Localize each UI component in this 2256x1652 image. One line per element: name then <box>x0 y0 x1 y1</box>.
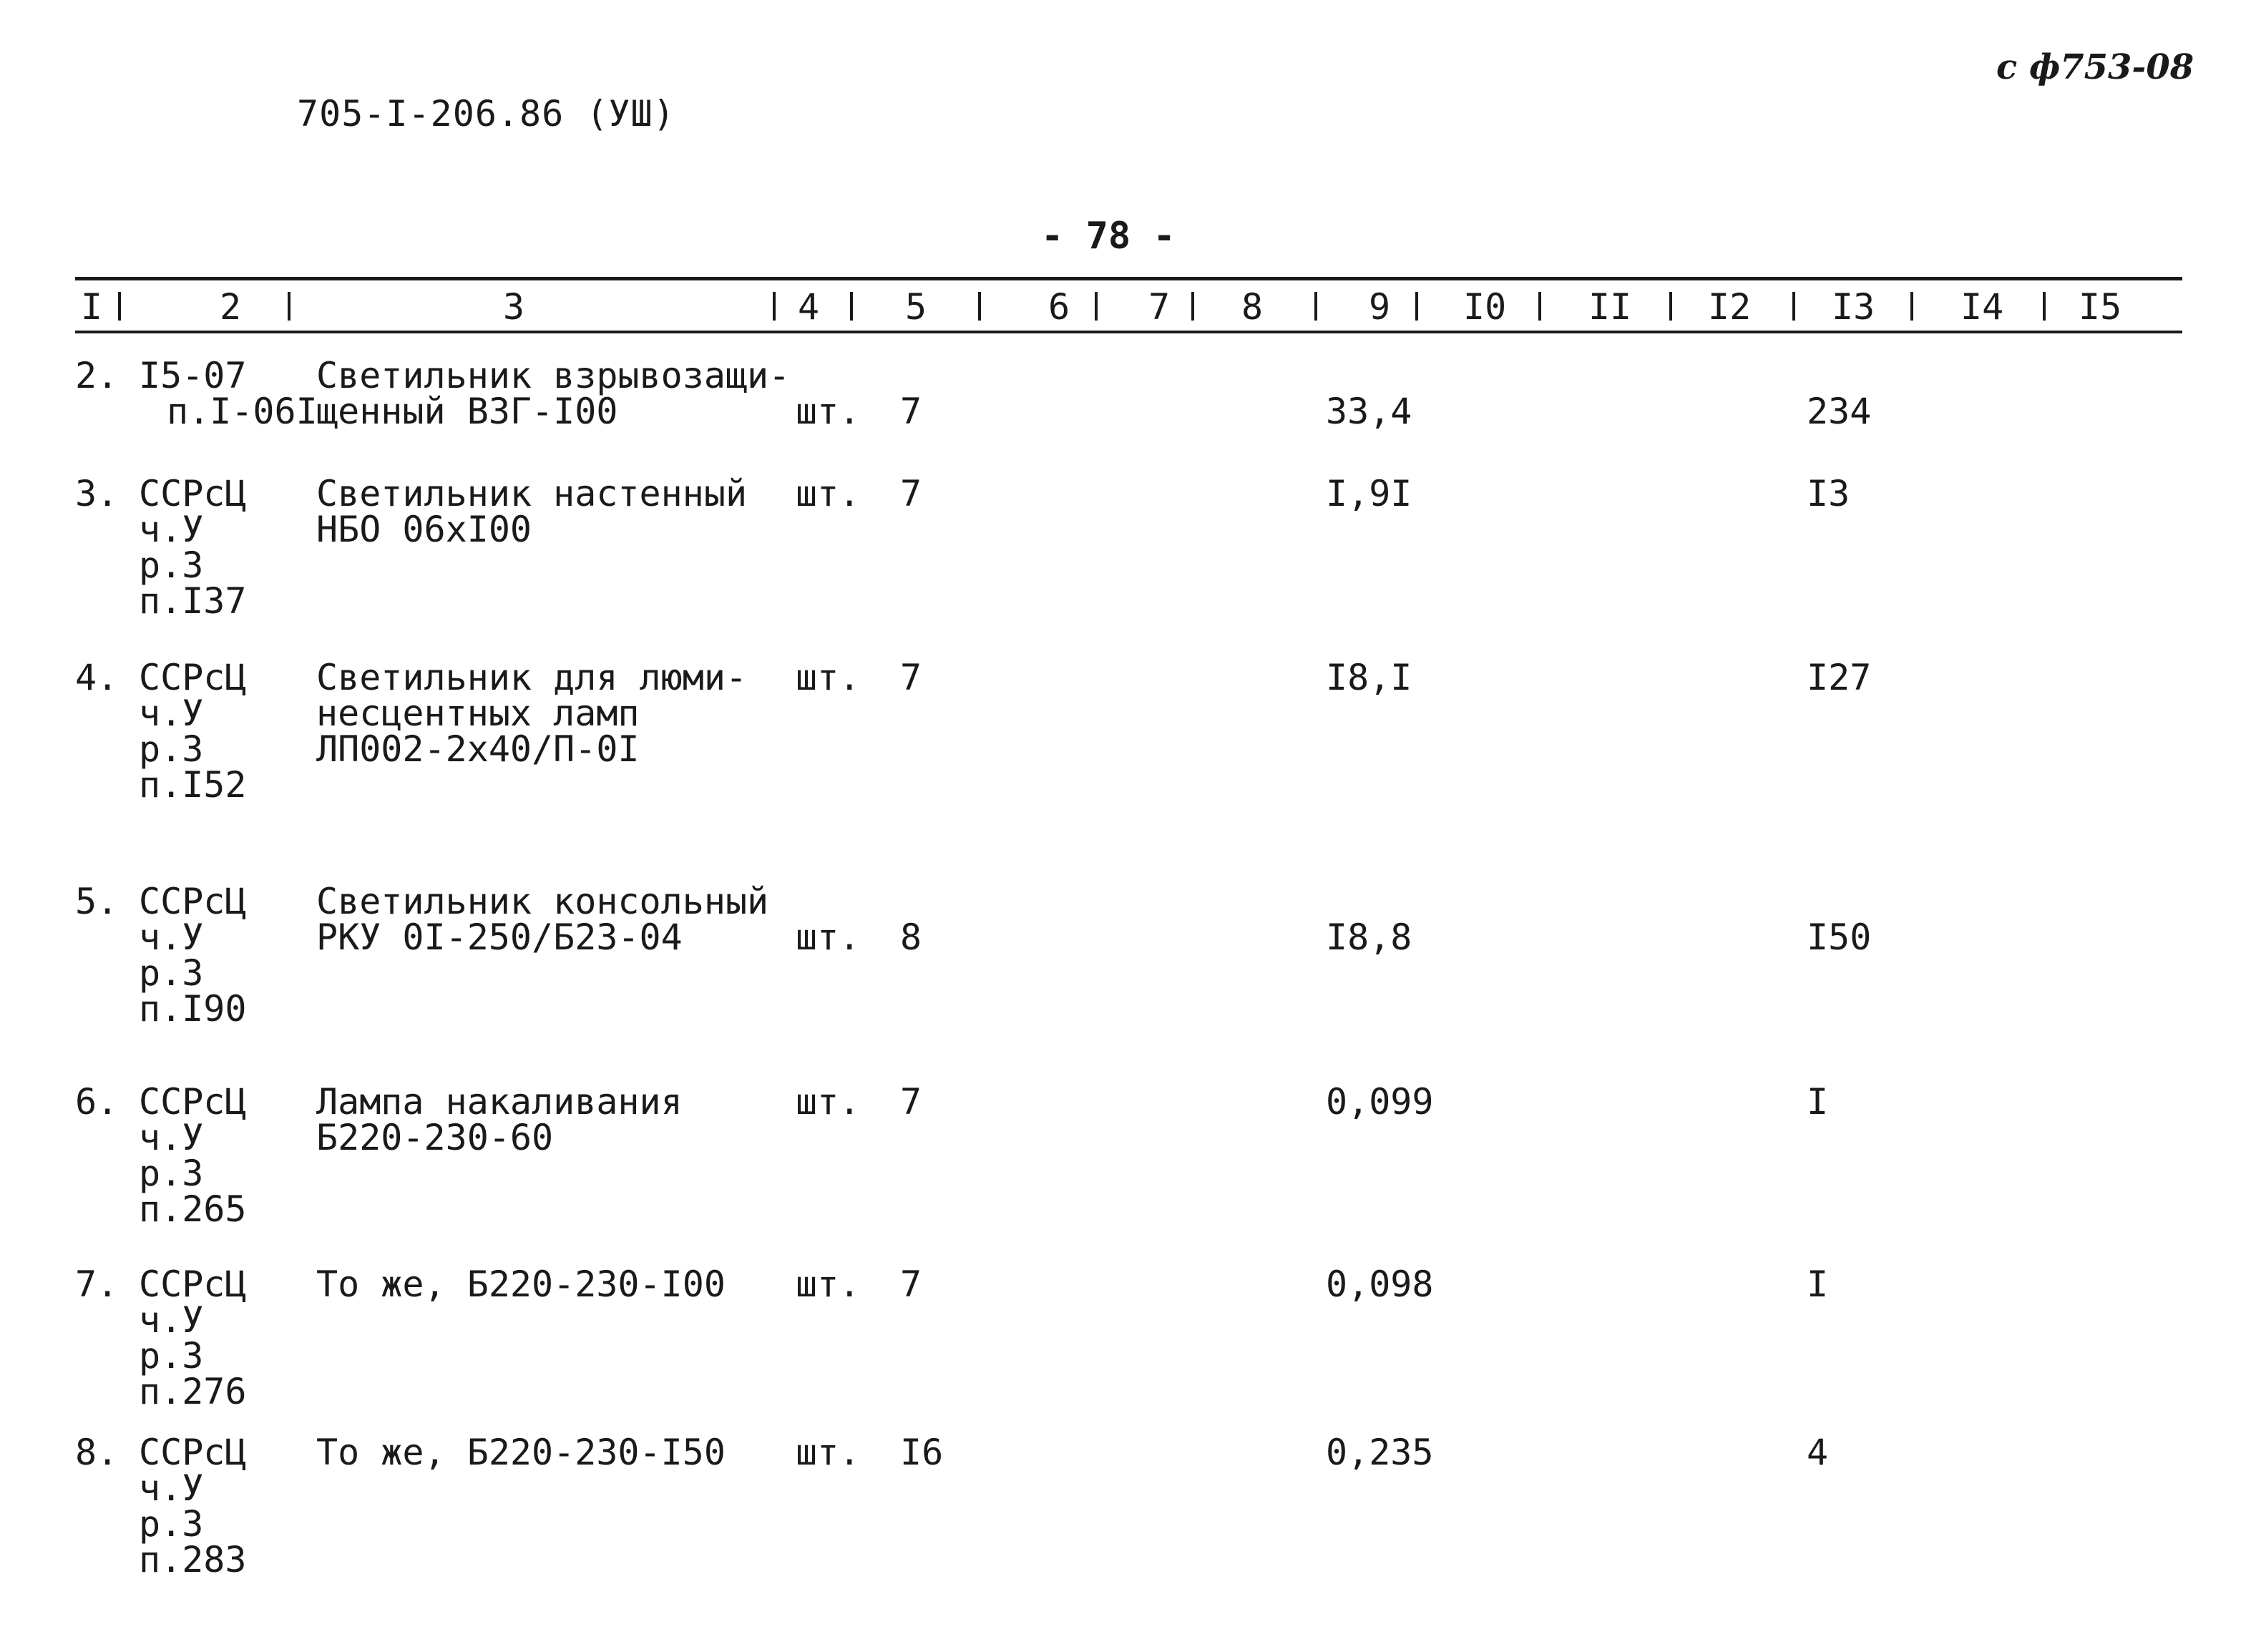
row-total: I50 <box>1807 917 1872 958</box>
description-line: НБО 06хI00 <box>316 509 532 550</box>
row-description <box>316 1264 726 1374</box>
column-divider <box>118 292 121 321</box>
description-line: щенный ВЗГ-I00 <box>316 391 618 432</box>
handwritten-stamp: с ф753-08 <box>1996 47 2194 87</box>
row-number: 7. <box>75 1264 119 1305</box>
source-line: п.265 <box>139 1188 247 1230</box>
row-total: I <box>1807 1081 1829 1123</box>
row-number: 6. <box>75 1081 119 1123</box>
row-unit: шт. <box>796 917 861 958</box>
description-line: Б220-230-60 <box>316 1117 554 1158</box>
row-number: 2. <box>75 355 119 396</box>
column-divider <box>2043 292 2046 321</box>
row-total: 4 <box>1807 1432 1829 1473</box>
column-divider <box>1538 292 1541 321</box>
column-divider <box>773 292 776 321</box>
description-line: Светильник консольный <box>316 881 769 922</box>
source-line: ССРсЦ <box>139 1081 247 1123</box>
row-quantity: 7 <box>900 391 922 432</box>
source-line: п.I90 <box>139 988 247 1030</box>
page-number: - 78 - <box>1041 215 1176 258</box>
row-unit-price: 0,235 <box>1326 1432 1434 1473</box>
source-line: ч.У <box>139 1467 204 1509</box>
row-source <box>135 657 247 874</box>
row-unit: шт. <box>796 1081 861 1123</box>
description-line: РКУ 0I-250/Б23-04 <box>316 917 683 958</box>
row-total: I <box>1807 1264 1829 1305</box>
row-unit: шт. <box>796 657 861 698</box>
source-line: р.3 <box>139 728 204 770</box>
row-source <box>135 1432 247 1649</box>
source-line: ССРсЦ <box>139 881 247 922</box>
column-divider <box>1314 292 1317 321</box>
source-line: ч.У <box>139 693 204 734</box>
col-header: I <box>81 286 103 328</box>
column-number-header <box>75 286 2182 328</box>
source-line: р.3 <box>139 952 204 994</box>
source-line: ч.У <box>139 1299 204 1341</box>
col-header: 2 <box>220 286 242 328</box>
document-code: 705-I-206.86 (УШ) <box>297 93 675 135</box>
column-divider <box>1095 292 1098 321</box>
column-divider <box>1669 292 1672 321</box>
col-header: I3 <box>1832 286 1875 328</box>
col-header: 5 <box>905 286 927 328</box>
row-unit-price: 0,098 <box>1326 1264 1434 1305</box>
source-line: I5-07 <box>139 355 247 396</box>
table-top-rule <box>75 277 2182 280</box>
col-header: I5 <box>2079 286 2122 328</box>
source-line: р.3 <box>139 1503 204 1545</box>
col-header: 7 <box>1148 286 1171 328</box>
row-total: I27 <box>1807 657 1872 698</box>
description-line: Светильник для люми- <box>316 657 748 698</box>
description-line: То же, Б220-230-I00 <box>316 1264 726 1305</box>
row-number: 8. <box>75 1432 119 1473</box>
description-line: Лампа накаливания <box>316 1081 683 1123</box>
table-header-rule <box>75 331 2182 333</box>
row-unit: шт. <box>796 473 861 514</box>
source-line: п.I-06I <box>167 391 318 432</box>
row-quantity: 7 <box>900 657 922 698</box>
col-header: II <box>1588 286 1632 328</box>
column-divider <box>288 292 290 321</box>
col-header: I2 <box>1708 286 1752 328</box>
row-unit-price: I,9I <box>1326 473 1412 514</box>
column-divider <box>1191 292 1194 321</box>
row-description <box>316 1432 726 1542</box>
row-quantity: 7 <box>900 473 922 514</box>
row-unit: шт. <box>796 1432 861 1473</box>
row-number: 4. <box>75 657 119 698</box>
row-quantity: 8 <box>900 917 922 958</box>
source-line: ч.У <box>139 917 204 958</box>
row-quantity: 7 <box>900 1264 922 1305</box>
row-description <box>316 657 748 839</box>
description-line: То же, Б220-230-I50 <box>316 1432 726 1473</box>
col-header: 4 <box>798 286 820 328</box>
source-line: ССРсЦ <box>139 1264 247 1305</box>
source-line: ч.У <box>139 509 204 550</box>
source-line: ССРсЦ <box>139 473 247 514</box>
column-divider <box>1415 292 1418 321</box>
source-line: п.283 <box>139 1539 247 1580</box>
description-line: несцентных ламп <box>316 693 640 734</box>
row-total: I3 <box>1807 473 1850 514</box>
row-source <box>135 881 247 1098</box>
source-line: р.3 <box>139 1153 204 1194</box>
source-line: р.3 <box>139 544 204 586</box>
col-header: I0 <box>1463 286 1507 328</box>
row-quantity: 7 <box>900 1081 922 1123</box>
col-header: 9 <box>1369 286 1391 328</box>
source-line: ч.У <box>139 1117 204 1158</box>
col-header: 8 <box>1241 286 1264 328</box>
col-header: I4 <box>1960 286 2004 328</box>
row-unit-price: I8,I <box>1326 657 1412 698</box>
source-line: п.I37 <box>139 580 247 622</box>
col-header: 6 <box>1048 286 1070 328</box>
column-divider <box>978 292 981 321</box>
description-line: Светильник настенный <box>316 473 748 514</box>
row-unit: шт. <box>796 1264 861 1305</box>
source-line: п.I52 <box>139 764 247 806</box>
source-line: ССРсЦ <box>139 657 247 698</box>
row-unit-price: 0,099 <box>1326 1081 1434 1123</box>
row-unit: шт. <box>796 391 861 432</box>
row-description <box>316 1081 683 1227</box>
description-line: ЛП002-2х40/П-0I <box>316 728 640 770</box>
row-total: 234 <box>1807 391 1872 432</box>
row-unit-price: I8,8 <box>1326 917 1412 958</box>
column-divider <box>1792 292 1795 321</box>
row-description <box>316 473 748 619</box>
source-line: ССРсЦ <box>139 1432 247 1473</box>
source-line: р.3 <box>139 1335 204 1377</box>
row-number: 5. <box>75 881 119 922</box>
row-unit-price: 33,4 <box>1326 391 1412 432</box>
column-divider <box>1910 292 1913 321</box>
row-quantity: I6 <box>900 1432 944 1473</box>
row-description <box>316 881 769 1027</box>
col-header: 3 <box>503 286 525 328</box>
description-line: Светильник взрывозащи- <box>316 355 791 396</box>
row-number: 3. <box>75 473 119 514</box>
column-divider <box>850 292 853 321</box>
source-line: п.276 <box>139 1371 247 1412</box>
